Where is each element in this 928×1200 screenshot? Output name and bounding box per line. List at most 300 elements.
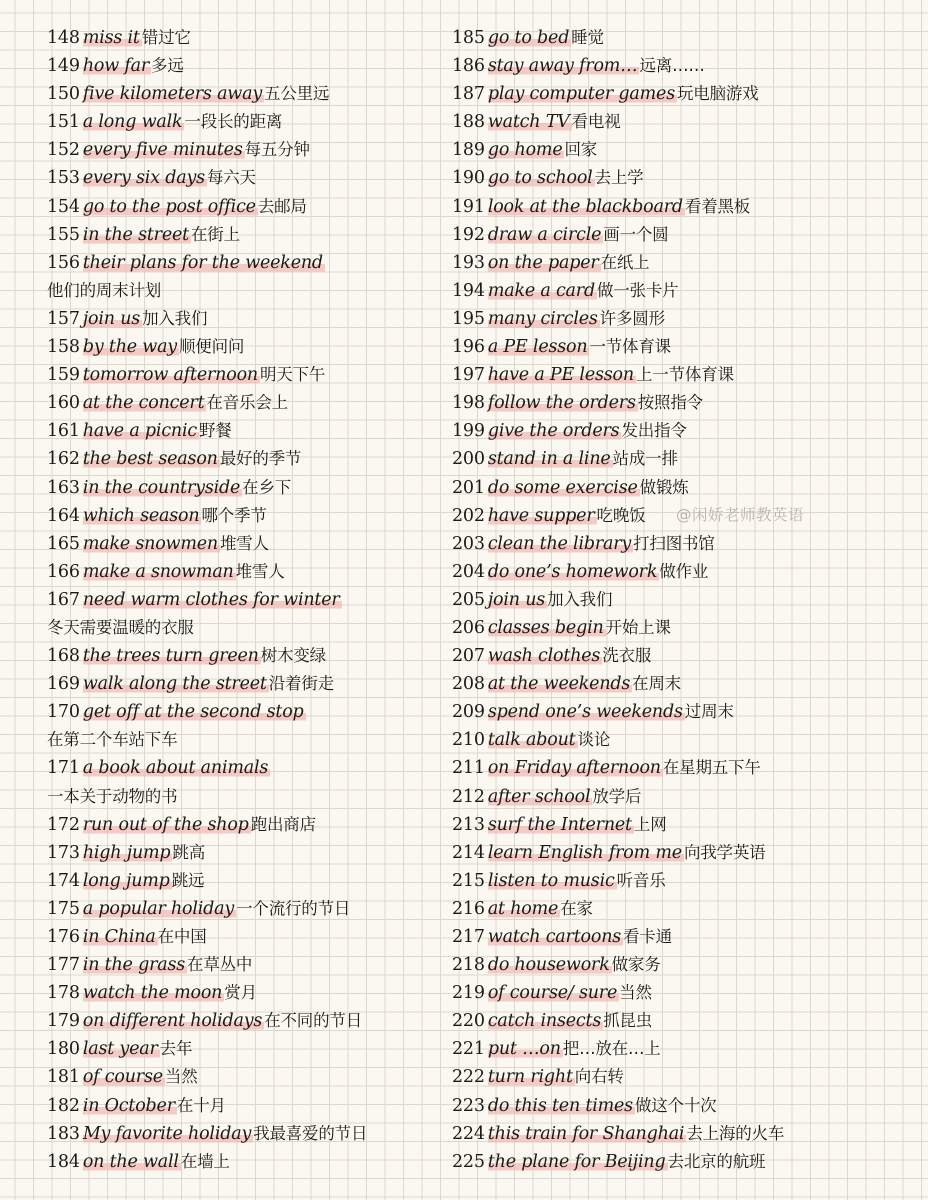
- phrase-chinese: 一本关于动物的书: [47, 786, 178, 806]
- phrase-number: 184: [47, 1151, 80, 1172]
- phrase-chinese: 跳远: [171, 870, 205, 890]
- phrase-row: [452, 474, 922, 502]
- phrase-chinese: 堆雪人: [219, 533, 269, 553]
- phrase-chinese: 冬天需要温暖的衣服: [47, 617, 194, 637]
- phrase-number: 164: [47, 505, 80, 526]
- phrase-english: watch the moon: [82, 983, 223, 1004]
- phrase-chinese: 跳高: [172, 842, 206, 862]
- phrase-chinese: 在音乐会上: [206, 393, 288, 413]
- phrase-chinese: 站成一排: [612, 449, 678, 469]
- phrase-number: 198: [452, 393, 485, 414]
- phrase-number: 155: [47, 224, 80, 245]
- phrase-row: [47, 305, 447, 333]
- phrase-number: 203: [452, 533, 485, 554]
- phrase-row: [47, 586, 447, 614]
- phrase-number: 163: [47, 477, 80, 498]
- phrase-number: 211: [452, 758, 485, 779]
- phrase-english: every six days: [82, 168, 205, 189]
- phrase-english: at the weekends: [487, 674, 631, 695]
- phrase-number: 193: [452, 252, 485, 273]
- phrase-english: walk along the street: [82, 674, 267, 695]
- phrase-row: [452, 24, 922, 52]
- phrase-row: [47, 558, 447, 586]
- phrase-english: a popular holiday: [82, 898, 235, 919]
- phrase-english: tomorrow afternoon: [82, 365, 258, 386]
- phrase-chinese: 开始上课: [605, 617, 671, 637]
- phrase-english: watch TV: [487, 112, 570, 133]
- phrase-number: 151: [47, 112, 80, 133]
- phrase-english: go to the post office: [82, 196, 256, 217]
- phrase-english: of course/ sure: [487, 983, 618, 1004]
- phrase-chinese: 顺便问问: [179, 337, 245, 357]
- phrase-number: 197: [452, 365, 485, 386]
- phrase-english: go to school: [487, 168, 593, 189]
- phrase-chinese: 加入我们: [547, 589, 613, 609]
- phrase-chinese: 在草丛中: [187, 955, 253, 975]
- phrase-number: 175: [47, 898, 80, 919]
- phrase-english: do one’s homework: [487, 561, 658, 582]
- phrase-row: [47, 614, 447, 642]
- phrase-chinese: 去上学: [594, 168, 644, 188]
- phrase-list-left: [47, 24, 447, 1176]
- phrase-english: draw a circle: [487, 224, 602, 245]
- phrase-number: 204: [452, 561, 485, 582]
- phrase-row: [47, 979, 447, 1007]
- phrase-english: My favorite holiday: [82, 1123, 252, 1144]
- phrase-number: 171: [47, 758, 80, 779]
- phrase-chinese: 洗衣服: [602, 646, 652, 666]
- phrase-chinese: 哪个季节: [201, 505, 267, 525]
- phrase-number: 206: [452, 617, 485, 638]
- phrase-english: surf the Internet: [487, 814, 632, 835]
- phrase-chinese: 画一个圆: [603, 224, 669, 244]
- phrase-row: [452, 839, 922, 867]
- phrase-english: a long walk: [82, 112, 183, 133]
- phrase-chinese: 做这个十次: [634, 1095, 717, 1115]
- phrase-english: on the wall: [82, 1151, 179, 1172]
- phrase-row: [47, 277, 447, 305]
- phrase-row: [452, 361, 922, 389]
- phrase-english: on different holidays: [82, 1011, 263, 1032]
- phrase-number: 148: [47, 28, 80, 48]
- phrase-number: 157: [47, 308, 80, 329]
- phrase-row: [47, 1092, 447, 1120]
- phrase-chinese: 做锻炼: [639, 477, 689, 497]
- phrase-chinese: 多远: [151, 56, 184, 76]
- phrase-english: a book about animals: [82, 758, 269, 779]
- phrase-chinese: 当然: [164, 1067, 198, 1087]
- phrase-row: [47, 80, 447, 108]
- phrase-number: 156: [47, 252, 80, 273]
- phrase-row: [47, 783, 447, 811]
- phrase-chinese: 他们的周末计划: [47, 280, 162, 300]
- phrase-number: 221: [452, 1039, 485, 1060]
- phrase-chinese: 加入我们: [142, 308, 208, 328]
- phrase-chinese: 明天下午: [260, 365, 326, 385]
- phrase-row: [452, 783, 922, 811]
- phrase-row: [47, 502, 447, 530]
- phrase-chinese: 在中国: [157, 927, 207, 946]
- phrase-chinese: 去上海的火车: [686, 1123, 785, 1143]
- phrase-english: get off at the second stop: [82, 702, 304, 723]
- phrase-row: [47, 1035, 447, 1063]
- phrase-english: do some exercise: [487, 477, 638, 498]
- phrase-english: look at the blackboard: [487, 196, 683, 217]
- phrase-row: [452, 417, 922, 445]
- phrase-number: 191: [452, 196, 485, 217]
- phrase-row: [47, 164, 447, 192]
- phrase-english: make snowmen: [82, 533, 218, 554]
- phrase-number: 183: [47, 1123, 80, 1144]
- watermark-text: @闲娇老师教英语: [676, 506, 805, 524]
- phrase-row: [452, 1120, 922, 1148]
- phrase-number: 177: [47, 955, 80, 976]
- phrase-number: 179: [47, 1011, 80, 1032]
- phrase-number: 215: [452, 870, 485, 891]
- phrase-row: [452, 1148, 922, 1176]
- phrase-english: last year: [82, 1039, 158, 1060]
- phrase-row: [47, 417, 447, 445]
- phrase-chinese: 五公里远: [264, 84, 330, 104]
- phrase-english: in October: [82, 1095, 175, 1116]
- phrase-english: after school: [487, 786, 591, 807]
- phrase-row: [47, 52, 447, 80]
- phrase-number: 210: [452, 730, 485, 751]
- phrase-chinese: 做作业: [659, 561, 709, 581]
- phrase-english: stand in a line: [487, 449, 611, 470]
- phrase-chinese: 堆雪人: [235, 561, 285, 581]
- phrase-number: 218: [452, 955, 485, 976]
- phrase-row: [452, 1092, 922, 1120]
- phrase-row: [47, 361, 447, 389]
- phrase-number: 182: [47, 1095, 80, 1116]
- phrase-english: play computer games: [487, 84, 675, 105]
- phrase-english: have a picnic: [82, 421, 197, 442]
- phrase-chinese: 看卡通: [623, 927, 672, 946]
- phrase-number: 208: [452, 674, 485, 695]
- phrase-english: on Friday afternoon: [487, 758, 661, 779]
- phrase-number: 192: [452, 224, 485, 245]
- phrase-row: [47, 136, 447, 164]
- phrase-number: 205: [452, 589, 485, 610]
- phrase-chinese: 每六天: [206, 168, 256, 188]
- phrase-english: the plane for Beijing: [487, 1151, 666, 1172]
- phrase-row: [47, 445, 447, 473]
- phrase-row: [452, 811, 922, 839]
- phrase-row: [452, 277, 922, 305]
- phrase-chinese: 去年: [159, 1039, 193, 1059]
- phrase-row: [452, 642, 922, 670]
- phrase-number: 165: [47, 533, 80, 554]
- phrase-number: 190: [452, 168, 485, 189]
- phrase-number: 173: [47, 842, 80, 863]
- phrase-chinese: 吃晚饭: [596, 505, 646, 525]
- phrase-number: 161: [47, 421, 80, 442]
- phrase-row: [452, 389, 922, 417]
- phrase-chinese: 野餐: [199, 421, 232, 441]
- phrase-number: 172: [47, 814, 80, 835]
- phrase-row: [452, 558, 922, 586]
- phrase-english: do housework: [487, 955, 610, 976]
- phrase-number: 214: [452, 842, 485, 863]
- phrase-number: 201: [452, 477, 485, 498]
- phrase-row: [47, 754, 447, 782]
- phrase-number: 199: [452, 421, 485, 442]
- phrase-english: long jump: [82, 870, 170, 891]
- phrase-english: at home: [487, 898, 559, 919]
- phrase-row: [452, 614, 922, 642]
- phrase-row: [452, 1007, 922, 1035]
- phrase-row: [47, 642, 447, 670]
- phrase-english: which season: [82, 505, 200, 526]
- phrase-chinese: 睡觉: [571, 28, 604, 47]
- phrase-english: have a PE lesson: [487, 365, 634, 386]
- phrase-chinese: 抓昆虫: [603, 1011, 653, 1031]
- phrase-row: [452, 530, 922, 558]
- phrase-row: [452, 895, 922, 923]
- phrase-row: [452, 867, 922, 895]
- phrase-chinese: 远离……: [639, 56, 705, 76]
- phrase-english: high jump: [82, 842, 171, 863]
- phrase-chinese: 打扫图书馆: [633, 533, 715, 553]
- phrase-english: the trees turn green: [82, 646, 259, 667]
- phrase-row: [452, 249, 922, 277]
- phrase-number: 167: [47, 589, 80, 610]
- phrase-english: learn English from me: [487, 842, 682, 863]
- phrase-row: [452, 1063, 922, 1091]
- phrase-chinese: 错过它: [141, 28, 191, 47]
- phrase-english: five kilometers away: [82, 84, 263, 105]
- phrase-number: 200: [452, 449, 485, 470]
- phrase-number: 178: [47, 983, 80, 1004]
- phrase-chinese: 在乡下: [242, 477, 292, 497]
- phrase-chinese: 在星期五下午: [662, 758, 761, 778]
- phrase-row: [47, 726, 447, 754]
- phrase-chinese: 在周末: [632, 674, 682, 694]
- phrase-chinese: 去邮局: [257, 196, 307, 216]
- phrase-number: 149: [47, 56, 80, 77]
- phrase-english: this train for Shanghai: [487, 1123, 685, 1144]
- phrase-chinese: 放学后: [592, 786, 642, 806]
- phrase-number: 153: [47, 168, 80, 189]
- phrase-row: [452, 726, 922, 754]
- phrase-english: put …on: [487, 1039, 561, 1060]
- phrase-english: stay away from…: [487, 56, 638, 77]
- phrase-english: their plans for the weekend: [82, 252, 323, 273]
- phrase-english: follow the orders: [487, 393, 636, 414]
- phrase-number: 186: [452, 56, 485, 77]
- phrase-english: do this ten times: [487, 1095, 633, 1116]
- phrase-number: 209: [452, 702, 485, 723]
- phrase-english: turn right: [487, 1067, 573, 1088]
- phrase-english: run out of the shop: [82, 814, 249, 835]
- phrase-english: many circles: [487, 308, 598, 329]
- phrase-number: 187: [452, 84, 485, 105]
- phrase-chinese: 向我学英语: [683, 842, 766, 862]
- phrase-number: 207: [452, 646, 485, 667]
- phrase-chinese: 玩电脑游戏: [676, 84, 759, 104]
- phrase-number: 154: [47, 196, 80, 217]
- phrase-row: [452, 333, 922, 361]
- phrase-english: classes begin: [487, 617, 604, 638]
- phrase-number: 174: [47, 870, 80, 891]
- phrase-chinese: 在第二个车站下车: [47, 730, 178, 750]
- phrase-chinese: 向右转: [574, 1067, 624, 1087]
- phrase-english: listen to music: [487, 870, 615, 891]
- phrase-row: [47, 839, 447, 867]
- phrase-number: 181: [47, 1067, 80, 1088]
- phrase-english: by the way: [82, 337, 177, 358]
- phrase-row: [47, 1007, 447, 1035]
- phrase-row: [47, 811, 447, 839]
- phrase-english: join us: [82, 308, 141, 329]
- phrase-english: the best season: [82, 449, 218, 470]
- phrase-english: go home: [487, 140, 563, 161]
- phrase-chinese: 一个流行的节日: [236, 898, 351, 918]
- phrase-english: a PE lesson: [487, 337, 588, 358]
- phrase-row: [452, 1035, 922, 1063]
- phrase-chinese: 上一节体育课: [635, 365, 734, 385]
- phrase-number: 170: [47, 702, 80, 723]
- phrase-number: 217: [452, 927, 485, 947]
- phrase-chinese: 每五分钟: [244, 140, 310, 160]
- phrase-chinese: 上网: [633, 814, 667, 834]
- phrase-row: [452, 445, 922, 473]
- phrase-row: [47, 895, 447, 923]
- phrase-number: 202: [452, 505, 485, 526]
- phrase-row: [452, 923, 922, 951]
- phrase-chinese: 回家: [564, 140, 598, 160]
- phrase-row: [452, 164, 922, 192]
- phrase-english: clean the library: [487, 533, 632, 554]
- phrase-row: [452, 136, 922, 164]
- phrase-number: 152: [47, 140, 80, 161]
- phrase-row: [452, 586, 922, 614]
- phrase-row: [452, 754, 922, 782]
- phrase-english: in the countryside: [82, 477, 241, 498]
- phrase-chinese: 在纸上: [600, 252, 650, 272]
- phrase-english: on the paper: [487, 252, 599, 273]
- phrase-number: 180: [47, 1039, 80, 1060]
- phrase-chinese: 听音乐: [616, 870, 666, 890]
- phrase-number: 162: [47, 449, 80, 470]
- phrase-chinese: 去北京的航班: [667, 1151, 766, 1171]
- phrase-chinese: 发出指令: [621, 421, 687, 441]
- phrase-chinese: 当然: [619, 983, 652, 1003]
- phrase-chinese: 在墙上: [180, 1151, 230, 1171]
- phrase-english: have supper: [487, 505, 595, 526]
- phrase-row: [452, 979, 922, 1007]
- phrase-row: [452, 698, 922, 726]
- phrase-chinese: 在不同的节日: [264, 1011, 362, 1031]
- phrase-row: [47, 951, 447, 979]
- phrase-english: in the grass: [82, 955, 186, 976]
- phrase-list-right: [452, 24, 922, 1176]
- phrase-english: spend one’s weekends: [487, 702, 683, 723]
- phrase-row: [452, 951, 922, 979]
- phrase-english: catch insects: [487, 1011, 602, 1032]
- phrase-number: 158: [47, 337, 80, 358]
- phrase-row: [47, 333, 447, 361]
- phrase-row: [47, 108, 447, 136]
- phrase-chinese: 沿着街走: [268, 674, 334, 694]
- phrase-english: make a snowman: [82, 561, 234, 582]
- phrase-chinese: 过周末: [684, 702, 734, 722]
- phrase-row: [47, 670, 447, 698]
- phrase-row: [452, 193, 922, 221]
- phrase-number: 168: [47, 646, 80, 667]
- phrase-chinese: 谈论: [577, 730, 611, 750]
- phrase-number: 212: [452, 786, 485, 807]
- phrase-number: 219: [452, 983, 485, 1004]
- phrase-row: [452, 305, 922, 333]
- phrase-english: how far: [82, 56, 150, 77]
- phrase-row: [47, 867, 447, 895]
- phrase-english: wash clothes: [487, 646, 601, 667]
- phrase-row: [47, 193, 447, 221]
- phrase-number: 159: [47, 365, 80, 386]
- phrase-chinese: 赏月: [224, 983, 257, 1003]
- phrase-english: watch cartoons: [487, 927, 622, 947]
- phrase-row: [47, 249, 447, 277]
- phrase-number: 224: [452, 1123, 485, 1144]
- phrase-chinese: 做家务: [611, 955, 661, 975]
- phrase-row: [452, 221, 922, 249]
- phrase-number: 216: [452, 898, 485, 919]
- phrase-chinese: 按照指令: [637, 393, 703, 413]
- phrase-english: at the concert: [82, 393, 205, 414]
- phrase-number: 166: [47, 561, 80, 582]
- phrase-english: make a card: [487, 280, 595, 301]
- phrase-row: [452, 52, 922, 80]
- phrase-english: talk about: [487, 730, 576, 751]
- phrase-number: 213: [452, 814, 485, 835]
- phrase-chinese: 把…放在…上: [562, 1039, 661, 1059]
- phrase-number: 194: [452, 280, 485, 301]
- phrase-row: [47, 1120, 447, 1148]
- phrase-chinese: 在十月: [176, 1095, 226, 1115]
- phrase-number: 195: [452, 308, 485, 329]
- phrase-number: 169: [47, 674, 80, 695]
- phrase-row: [452, 80, 922, 108]
- phrase-english: join us: [487, 589, 546, 610]
- phrase-number: 176: [47, 927, 80, 947]
- phrase-english: need warm clothes for winter: [82, 589, 340, 610]
- phrase-row: [452, 670, 922, 698]
- phrase-chinese: 一段长的距离: [184, 112, 283, 132]
- phrase-english: in the street: [82, 224, 189, 245]
- phrase-english: in China: [82, 927, 156, 947]
- phrase-number: 150: [47, 84, 80, 105]
- phrase-chinese: 跑出商店: [250, 814, 316, 834]
- phrase-row: [47, 24, 447, 52]
- phrase-row: [47, 698, 447, 726]
- phrase-chinese: 最好的季节: [219, 449, 302, 469]
- phrase-number: 225: [452, 1151, 485, 1172]
- phrase-number: 196: [452, 337, 485, 358]
- phrase-row: [47, 389, 447, 417]
- phrase-chinese: 在街上: [191, 224, 240, 244]
- phrase-row: [47, 1148, 447, 1176]
- phrase-number: 185: [452, 28, 485, 48]
- phrase-chinese: 许多圆形: [599, 308, 665, 328]
- phrase-chinese: 在家: [560, 898, 593, 918]
- phrase-chinese: 树木变绿: [260, 646, 326, 666]
- phrase-number: 220: [452, 1011, 485, 1032]
- phrase-number: 223: [452, 1095, 485, 1116]
- phrase-row: [47, 530, 447, 558]
- phrase-row: [47, 1063, 447, 1091]
